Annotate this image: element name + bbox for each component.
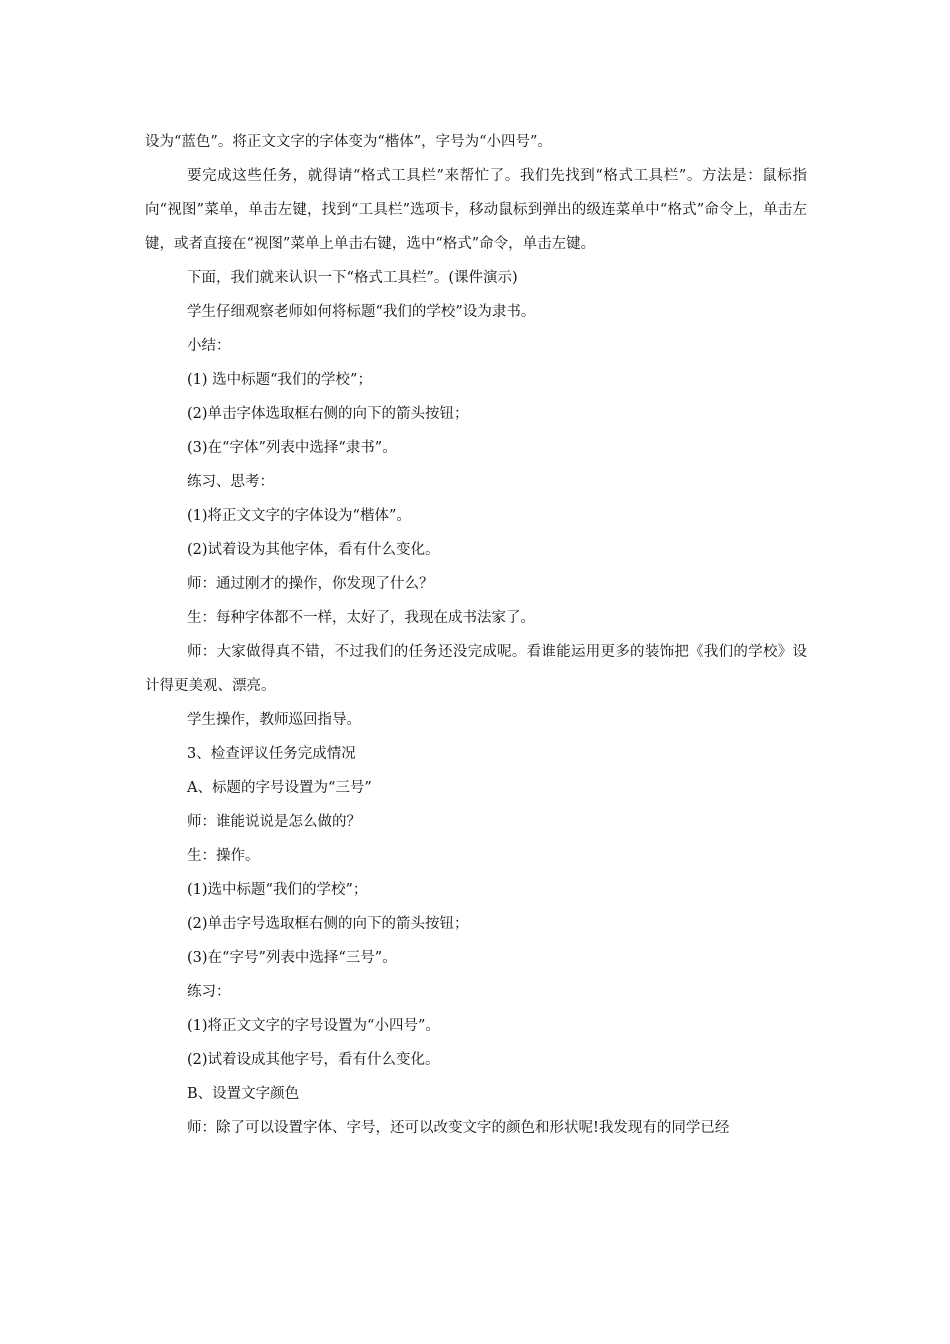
paragraph: 要完成这些任务，就得请“格式工具栏”来帮忙了。我们先找到“格式工具栏”。方法是：鼠标指向“视图”菜单，单击左键，找到“工具栏”选项卡，移动鼠标到弹出的级连菜单中“格式”命令上，单击左键，或者直接在“视图”菜单上单击右键，选中“格式”命令，单击左键。 [145, 168, 807, 252]
list-item: (2)单击字体选取框右侧的向下的箭头按钮； [187, 406, 469, 422]
paragraph: 师：大家做得真不错，不过我们的任务还没完成呢。看谁能运用更多的装饰把《我们的学校》设计得更美观、漂亮。 [145, 644, 807, 694]
paragraph: 师：谁能说说是怎么做的？ [187, 814, 361, 830]
paragraph: 下面，我们就来认识一下“格式工具栏”。(课件演示) [187, 270, 518, 286]
list-item: (2)试着设为其他字体，看有什么变化。 [187, 542, 440, 558]
section-heading: 3、检查评议任务完成情况 [187, 746, 356, 762]
list-item: (3)在“字体”列表中选择“隶书”。 [187, 440, 397, 456]
paragraph: 练习、思考： [187, 474, 274, 490]
subsection-heading: B、设置文字颜色 [187, 1086, 300, 1102]
document-body [145, 125, 807, 1145]
paragraph: 学生仔细观察老师如何将标题“我们的学校”设为隶书。 [187, 304, 536, 320]
list-item: (3)在“字号”列表中选择“三号”。 [187, 950, 397, 966]
list-item: (2)试着设成其他字号，看有什么变化。 [187, 1052, 440, 1068]
subsection-heading: A、标题的字号设置为“三号” [187, 780, 372, 796]
list-item: (1)选中标题“我们的学校”； [187, 882, 368, 898]
list-item: (1) 选中标题“我们的学校”； [187, 372, 372, 388]
paragraph: 设为“蓝色”。将正文文字的字体变为“楷体”，字号为“小四号”。 [145, 134, 552, 150]
paragraph: 小结： [187, 338, 231, 354]
paragraph: 师：除了可以设置字体、字号，还可以改变文字的颜色和形状呢!我发现有的同学已经 [187, 1120, 730, 1136]
list-item: (1)将正文文字的字体设为“楷体”。 [187, 508, 411, 524]
list-item: (1)将正文文字的字号设置为“小四号”。 [187, 1018, 440, 1034]
list-item: (2)单击字号选取框右侧的向下的箭头按钮； [187, 916, 469, 932]
paragraph: 练习： [187, 984, 231, 1000]
paragraph: 学生操作，教师巡回指导。 [187, 712, 361, 728]
paragraph: 生：操作。 [187, 848, 260, 864]
paragraph: 生：每种字体都不一样，太好了，我现在成书法家了。 [187, 610, 535, 626]
paragraph: 师：通过刚才的操作，你发现了什么？ [187, 576, 434, 592]
